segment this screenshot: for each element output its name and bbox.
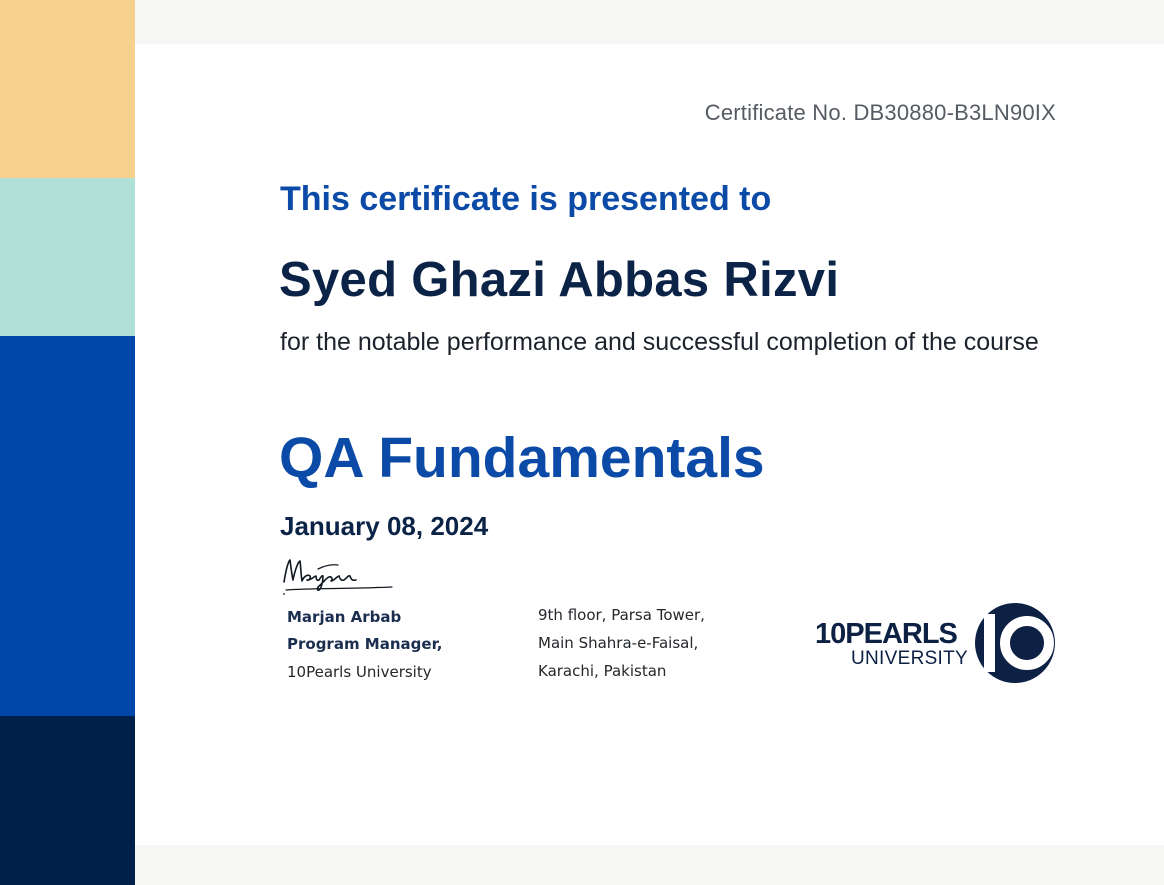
signatory-organization: 10Pearls University xyxy=(287,663,432,681)
address-block xyxy=(538,601,705,685)
10pearls-university-logo xyxy=(815,600,1060,688)
certificate-date: January 08, 2024 xyxy=(280,511,489,541)
completion-description: for the notable performance and successful completion of the course xyxy=(280,328,1039,356)
stripe-blue xyxy=(0,336,135,716)
address-line-3: Karachi, Pakistan xyxy=(538,662,667,680)
stripe-navy xyxy=(0,716,135,885)
logo-wordmark: 10PEARLS xyxy=(815,618,957,650)
stripe-yellow xyxy=(0,0,135,178)
address-line-2: Main Shahra-e-Faisal, xyxy=(538,634,699,652)
signatory-title: Program Manager, xyxy=(287,635,443,653)
stripe-mint xyxy=(0,178,135,336)
certificate-number: Certificate No. DB30880-B3LN90IX xyxy=(704,100,1056,125)
signatory-block xyxy=(287,604,442,687)
recipient-name: Syed Ghazi Abbas Rizvi xyxy=(279,253,840,307)
presented-to-label: This certificate is presented to xyxy=(280,180,772,218)
logo-subtitle: UNIVERSITY xyxy=(851,648,969,669)
course-title: QA Fundamentals xyxy=(279,426,765,490)
signatory-name: Marjan Arbab xyxy=(287,608,402,626)
signature-image xyxy=(280,556,396,600)
address-line-1: 9th floor, Parsa Tower, xyxy=(538,606,705,624)
logo-badge-icon xyxy=(975,600,1059,686)
